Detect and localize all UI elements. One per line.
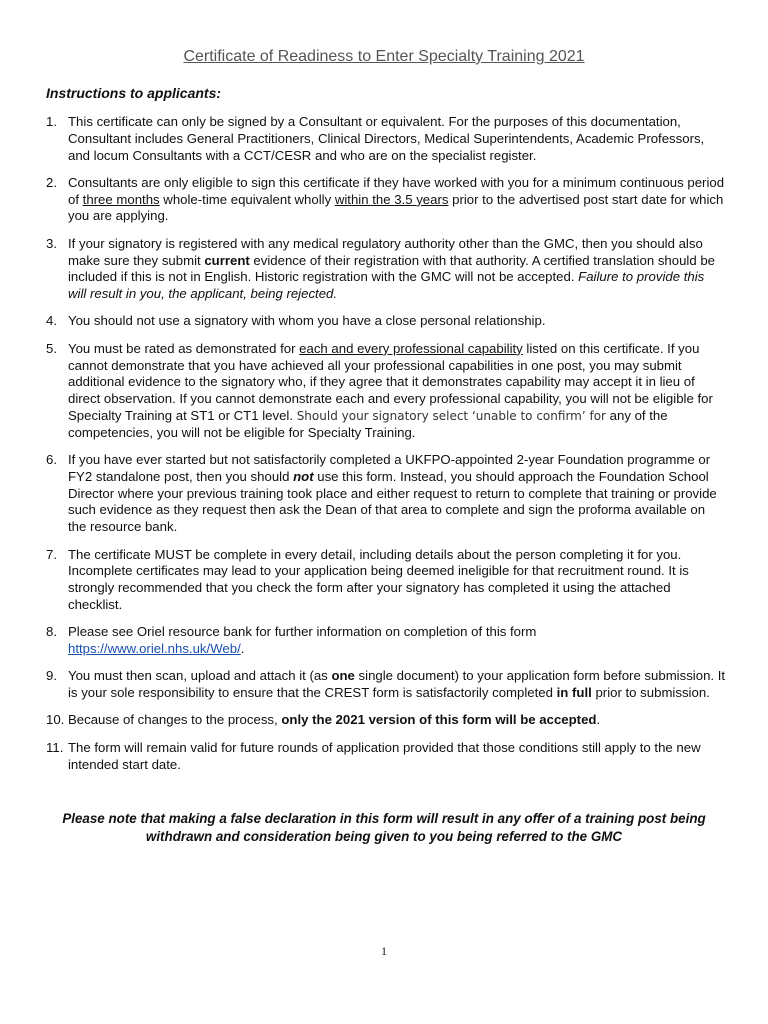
page-number: 1: [381, 944, 387, 958]
list-item: [46, 668, 726, 702]
item-text: prior to the advertised post start date for which you are applying.: [68, 191, 724, 224]
item-text: You must then scan, upload and attach it (as: [68, 668, 332, 684]
item-text: whole-time equivalent wholly: [159, 191, 335, 207]
list-item: [46, 313, 726, 330]
list-item: [46, 624, 726, 658]
item-number: 5.: [46, 340, 57, 356]
list-item: [46, 712, 726, 729]
underlined-text: within the 3.5 years: [334, 191, 449, 207]
item-text: Consultants are only eligible to sign this certificate if they have worked with you for a minimum continuous period of: [68, 174, 725, 207]
bold-text: in full: [556, 685, 592, 701]
italic-text: Failure to provide this will result in you, the applicant, being rejected.: [68, 269, 705, 302]
item-text: The form will remain valid for future rounds of application provided that those conditions still apply to the new intended start date.: [68, 739, 701, 772]
bold-italic-text: not: [293, 468, 314, 484]
item-number: 7.: [46, 546, 57, 562]
item-text: .: [596, 712, 601, 728]
list-item: [46, 452, 726, 536]
item-number: 1.: [46, 114, 57, 129]
list-item: [46, 740, 726, 774]
item-text: You must be rated as demonstrated for: [68, 340, 300, 356]
instructions-heading: Instructions to applicants:: [46, 85, 222, 101]
list-item: [46, 341, 726, 442]
item-number: 4.: [46, 313, 57, 329]
item-text: Should your signatory select ‘unable to confirm’ for: [296, 408, 606, 423]
underlined-text: three months: [82, 191, 160, 207]
document-title: Certificate of Readiness to Enter Specialty Training 2021: [183, 48, 585, 65]
item-number: 6.: [46, 452, 57, 468]
item-text: single document) to your application form before submission. It is your sole responsibility to ensure that the CREST form is satisfactorily completed: [68, 668, 726, 701]
underlined-text: each and every professional capability: [299, 340, 523, 356]
oriel-link[interactable]: https://www.oriel.nhs.uk/Web/: [68, 641, 241, 657]
item-text: listed on this certificate. If you cannot demonstrate that you have achieved all your professional capabilities in one post, you may submit additional evidence to the signatory who, if they agree that it demonstrates capability may accept it in lieu of direct observation. If you cannot demonstrate each and every professional capability, you will not be eligible for Specialty Training at ST1 or CT1 level.: [68, 340, 713, 423]
list-item: [46, 236, 726, 303]
bold-text: one: [331, 668, 355, 684]
false-declaration-warning: Please note that making a false declaration in this form will result in any offer of a training post being withdrawn and consideration being given to you being referred to the GMC: [62, 811, 706, 844]
item-text: use this form. Instead, you should approach the Foundation School Director where your previous training took place and either request to return to complete that training or provide such evidence as they request then ask the Dean of that area to complete and sign the proforma available on the resource bank.: [68, 468, 717, 535]
item-text: This certificate can only be signed by a Consultant or equivalent. For the purposes of this documentation, Consultant includes General Practitioners, Clinical Directors, Medical Superintendents, Academic Professors, and locum Consultants with a CCT/CESR and who are on the specialist register.: [68, 114, 705, 163]
item-number: 10.: [46, 712, 65, 728]
item-number: 9.: [46, 668, 57, 684]
item-text: You should not use a signatory with whom you have a close personal relationship.: [68, 313, 546, 329]
list-item: [46, 175, 726, 225]
item-text: If your signatory is registered with any medical regulatory authority other than the GMC, then you should also make sure they submit: [68, 235, 703, 268]
bold-text: current: [204, 252, 250, 268]
item-number: 11.: [46, 739, 64, 755]
item-text: evidence of their registration with that authority. A certified translation should be included if this is not in English. Historic registration with the GMC will not be accepted.: [68, 252, 716, 285]
item-number: 3.: [46, 235, 57, 251]
bold-text: only the 2021 version of this form will be accepted: [281, 712, 597, 728]
item-text: any of the competencies, you will not be eligible for Specialty Training.: [68, 407, 668, 440]
list-item: [46, 114, 726, 164]
instructions-list: [46, 114, 726, 784]
item-number: 8.: [46, 624, 57, 640]
item-text: If you have ever started but not satisfactorily completed a UKFPO-appointed 2-year Foundation programme or FY2 standalone post, then you should: [68, 452, 711, 484]
item-text: Please see Oriel resource bank for further information on completion of this form: [68, 624, 537, 640]
item-text: prior to submission.: [591, 685, 710, 701]
item-text: Because of changes to the process,: [68, 712, 282, 728]
item-text: .: [240, 641, 245, 657]
item-text: The certificate MUST be complete in every detail, including details about the person completing it for you. Incomplete certificates may lead to your application being deemed ineligible for that recruitment round. It is strongly recommended that you check the form after your signatory has completed it using the attached checklist.: [68, 546, 689, 612]
list-item: [46, 547, 726, 614]
item-number: 2.: [46, 174, 57, 190]
